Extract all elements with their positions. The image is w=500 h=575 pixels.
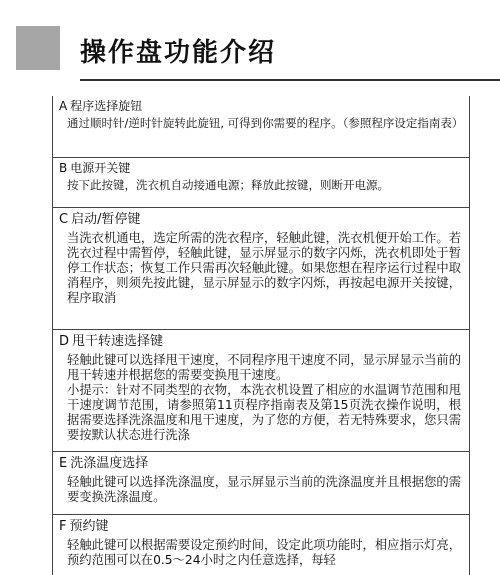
section-body bbox=[59, 231, 461, 306]
section-title bbox=[59, 98, 461, 114]
section-power-key bbox=[52, 158, 470, 208]
section-title bbox=[59, 332, 461, 351]
section-title bbox=[59, 160, 461, 176]
section-title-text: 预约键 bbox=[69, 519, 109, 534]
section-title-text: 甩干转速选择键 bbox=[72, 334, 164, 349]
section-tip-paragraph: 小提示：针对不同类型的衣物，本洗衣机设置了相应的水温调节范围和甩干速度调节范围，请参照第11页程序指南表及第15页洗衣操作说明，根据需要选择洗涤温度和甩干速度，为了您的方便，若无特殊要求，您只需要按默认状态进行洗涤 bbox=[67, 383, 461, 442]
section-wash-temperature bbox=[52, 452, 470, 515]
section-letter: C bbox=[59, 212, 69, 227]
section-body bbox=[59, 353, 461, 443]
section-letter: E bbox=[59, 456, 68, 471]
section-letter: F bbox=[59, 519, 67, 534]
section-program-knob bbox=[52, 96, 470, 158]
section-paragraph: 轻触此键可以选择甩干速度，不同程序甩干速度不同，显示屏显示当前的甩干转速并根据您的需要变换甩干速度。 bbox=[67, 353, 461, 382]
section-paragraph: 当洗衣机通电，选定所需的洗衣程序，轻触此键，洗衣机便开始工作。若洗衣过程中需暂停，轻触此键，显示屏显示的数字闪烁，洗衣机即处于暂停工作状态；恢复工作只需再次轻触此键。如果您想在程序运行过程中取消程序，则须先按此键，显示屏显示的数字闪烁，再按起电源开关按键，程序取消 bbox=[67, 231, 461, 305]
section-title-text: 程序选择旋钮 bbox=[70, 99, 143, 113]
section-title bbox=[59, 517, 461, 536]
section-spin-speed-key bbox=[52, 330, 470, 452]
section-body bbox=[59, 538, 461, 568]
section-title bbox=[59, 454, 461, 473]
section-body bbox=[59, 178, 461, 192]
section-letter: B bbox=[59, 161, 68, 175]
section-title bbox=[59, 210, 461, 229]
page-header bbox=[0, 0, 500, 86]
section-letter: A bbox=[59, 99, 68, 113]
section-title-text: 电源开关键 bbox=[70, 161, 131, 175]
section-start-pause-key bbox=[52, 208, 470, 330]
section-body bbox=[59, 475, 461, 505]
section-letter: D bbox=[59, 334, 70, 349]
section-paragraph: 按下此按键，洗衣机自动接通电源；释放此按键，则断开电源。 bbox=[67, 178, 389, 192]
section-body bbox=[59, 116, 464, 130]
title-underline bbox=[80, 79, 500, 81]
section-title-text: 洗涤温度选择 bbox=[70, 456, 149, 471]
section-paragraph: 通过顺时针/逆时针旋转此旋钮, 可得到你需要的程序。（参照程序设定指南表） bbox=[67, 116, 464, 130]
section-title-text: 启动/暂停键 bbox=[71, 212, 141, 227]
section-paragraph: 轻触此键可以选择洗涤温度，显示屏显示当前的洗涤温度并且根据您的需要变换洗涤温度。 bbox=[67, 475, 461, 504]
header-gray-square bbox=[16, 26, 60, 70]
page-title: 操作盘功能介绍 bbox=[80, 38, 277, 68]
section-delay-key bbox=[52, 515, 470, 575]
section-paragraph: 轻触此键可以根据需要设定预约时间，设定此项功能时，相应指示灯亮，预约范围可以在0.5～24小时之内任意选择，每轻 bbox=[67, 538, 461, 567]
